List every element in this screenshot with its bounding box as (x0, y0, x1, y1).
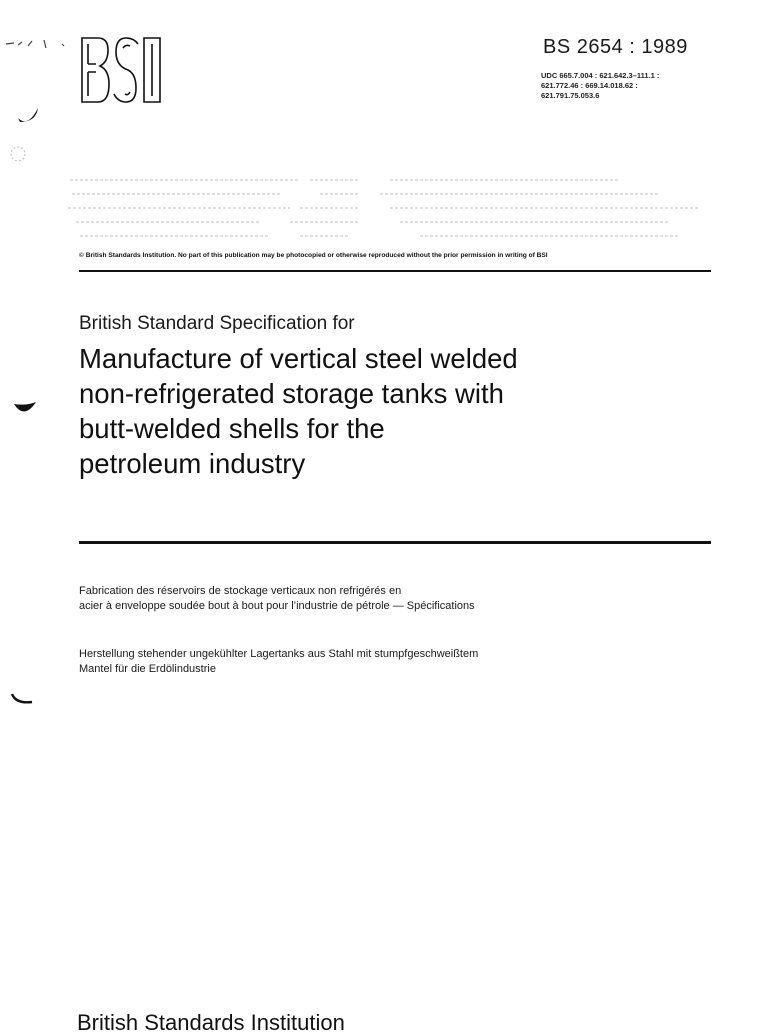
bsi-logo (78, 36, 164, 104)
standard-number: BS 2654 : 1989 (543, 36, 688, 58)
document-title (79, 341, 639, 481)
header-divider (79, 270, 711, 272)
french-title-line: Fabrication des réservoirs de stockage verticaux non refrigérés en (79, 585, 402, 597)
german-title-line: Herstellung stehender ungekühlter Lagertanks aus Stahl mit stumpfgeschweißtem (79, 648, 479, 660)
udc-line: 621.772.46 : 669.14.018.62 : (541, 81, 638, 90)
title-line: Manufacture of vertical steel welded (79, 343, 518, 374)
binder-hole-mark-3 (10, 690, 36, 710)
german-title-line: Mantel für die Erdölindustrie (79, 663, 216, 675)
french-title (79, 584, 475, 614)
scan-speck (8, 142, 28, 166)
title-divider (79, 541, 711, 544)
title-line: butt-welded shells for the (79, 413, 385, 444)
french-title-line: acier à enveloppe soudée bout à bout pour l’industrie de pétrole — Spécifications (79, 600, 475, 612)
title-line: non-refrigerated storage tanks with (79, 378, 504, 409)
udc-line: UDC 665.7.004 : 621.642.3–111.1 : (541, 71, 660, 80)
scan-artifact-top (4, 34, 76, 54)
udc-line: 621.791.75.053.6 (541, 91, 600, 100)
publisher-name: British Standards Institution (77, 1010, 345, 1035)
binder-hole-mark-1 (16, 104, 42, 130)
binder-hole-mark-2 (12, 396, 38, 422)
bleed-through-text (60, 172, 720, 242)
title-line: petroleum industry (79, 448, 306, 479)
copyright-notice: © British Standards Institution. No part of this publication may be photocopied or otherwise reproduced without the prior permission in writing of BSI (79, 252, 548, 259)
udc-classification (541, 71, 659, 101)
german-title (79, 647, 478, 677)
document-subtitle: British Standard Specification for (79, 313, 355, 334)
